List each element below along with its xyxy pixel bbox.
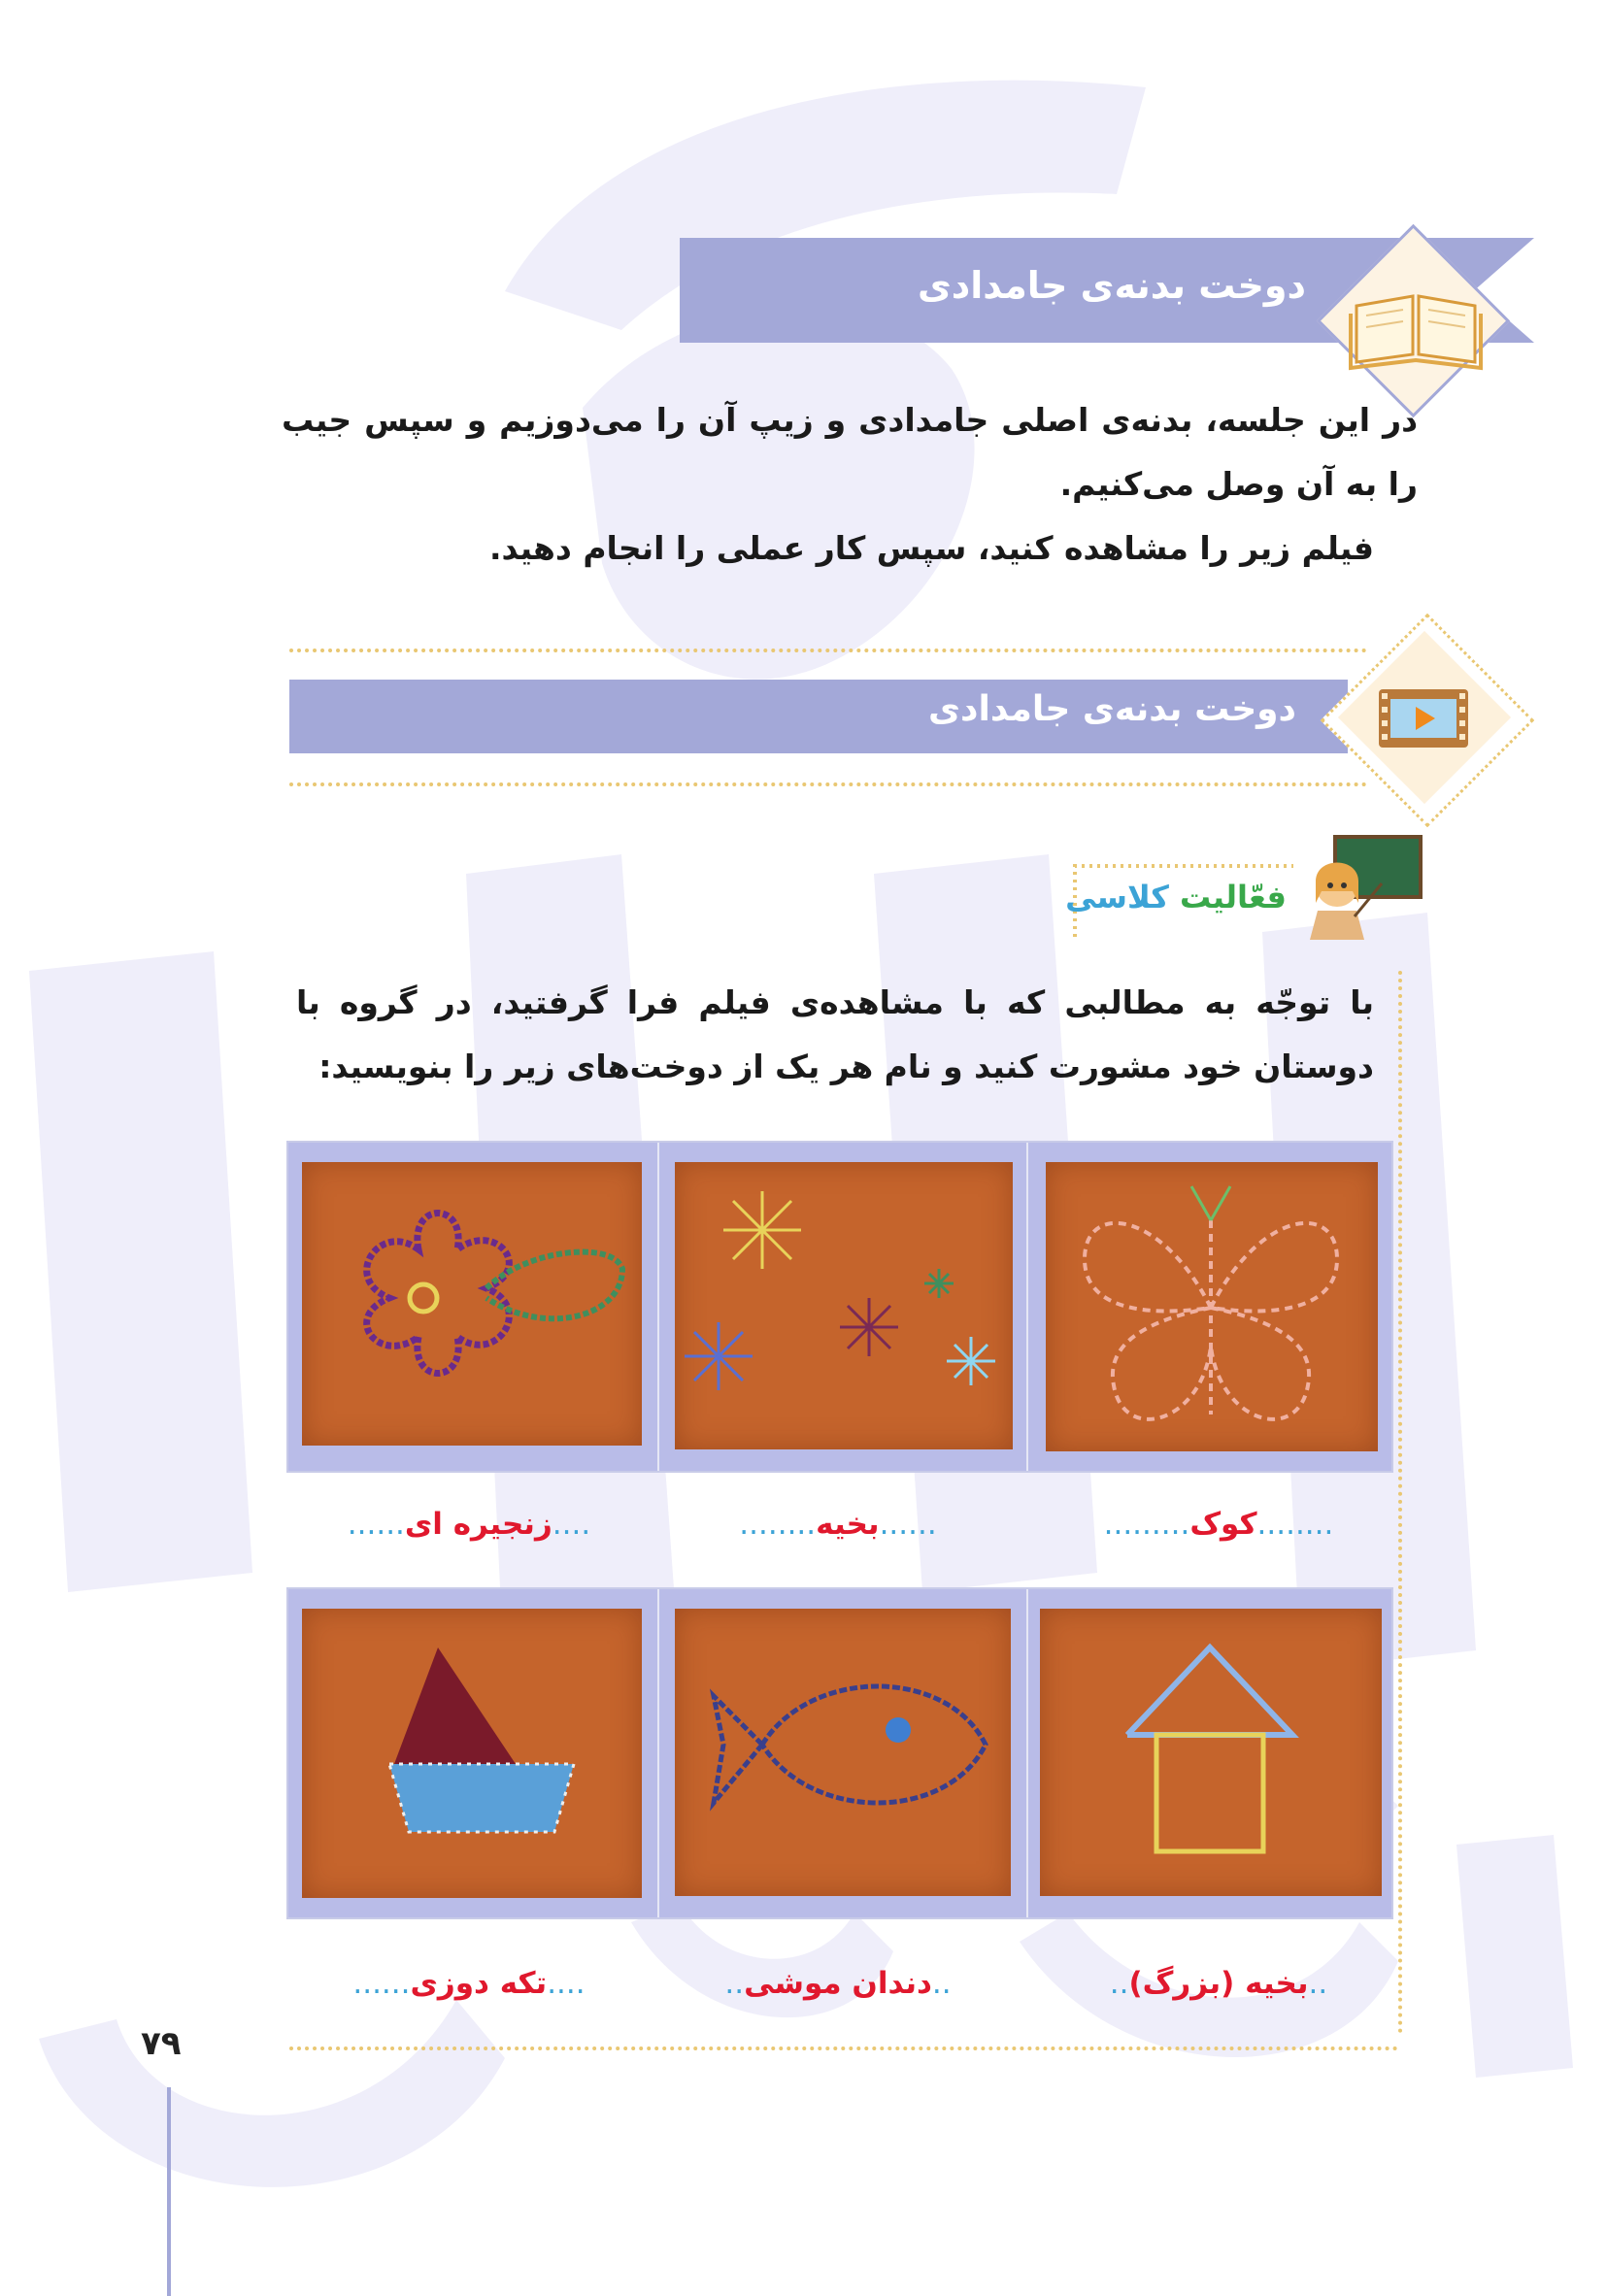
butterfly-running-stitch-photo [1046,1162,1378,1451]
stitch-cell [288,1589,657,1917]
answer-label: ....تکه دوزی...... [352,1966,586,2001]
divider-top [289,649,1367,652]
answer-label: ..دندان موشی.. [724,1966,952,2001]
answer-label: ........کوک......... [1103,1507,1334,1542]
page-number: ۷۹ [141,2024,182,2063]
film-play-icon[interactable] [1377,687,1470,749]
house-back-stitch-photo [1040,1609,1382,1896]
section-title: دوخت بدنه‌ی جامدادی [917,264,1306,307]
fish-blanket-stitch-photo [675,1609,1011,1896]
activity-title [1065,879,1287,915]
divider-bottom [289,782,1367,786]
stitch-cell [1026,1589,1395,1917]
stitch-cell [1026,1143,1395,1471]
stitch-cell [657,1589,1026,1917]
activity-bottom-border [289,2046,1398,2050]
stitch-cell [288,1143,657,1471]
activity-instruction: با توجّه به مطالبی که با مشاهده‌ی فیلم فرا گرفتید، در گروه با دوستان خود مشورت کنید و نام هر یک از دوخت‌های زیر را بنویسید: [296,983,1374,1085]
margin-line [167,2087,171,2296]
video-title: دوخت بدنه‌ی جامدادی [928,689,1296,729]
stitch-cell [657,1143,1026,1471]
activity-side-border [1398,971,1402,2034]
teacher-board-icon [1296,835,1423,942]
stitch-grid-row1 [286,1141,1393,1473]
answer-label: ....زنجیره ای...... [347,1507,591,1542]
activity-title-part2: کلاسی [1065,879,1169,915]
video-instruction: فیلم زیر را مشاهده کنید، سپس کار عملی را انجام دهید. [488,529,1374,567]
answer-label: ..بخیه (بزرگ).. [1109,1966,1328,2001]
stitch-grid-row2 [286,1587,1393,1919]
open-book-icon [1345,277,1486,374]
flower-chain-stitch-photo [302,1162,642,1446]
boat-applique-photo [302,1609,642,1898]
intro-paragraph: در این جلسه، بدنه‌ی اصلی جامدادی و زیپ آن را می‌دوزیم و سپس جیب را به آن وصل می‌کنیم. [282,401,1418,503]
answer-label: ......بخیه........ [739,1507,937,1542]
activity-title-part1: فعّالیت [1180,879,1287,915]
stars-cross-stitch-photo [675,1162,1013,1449]
